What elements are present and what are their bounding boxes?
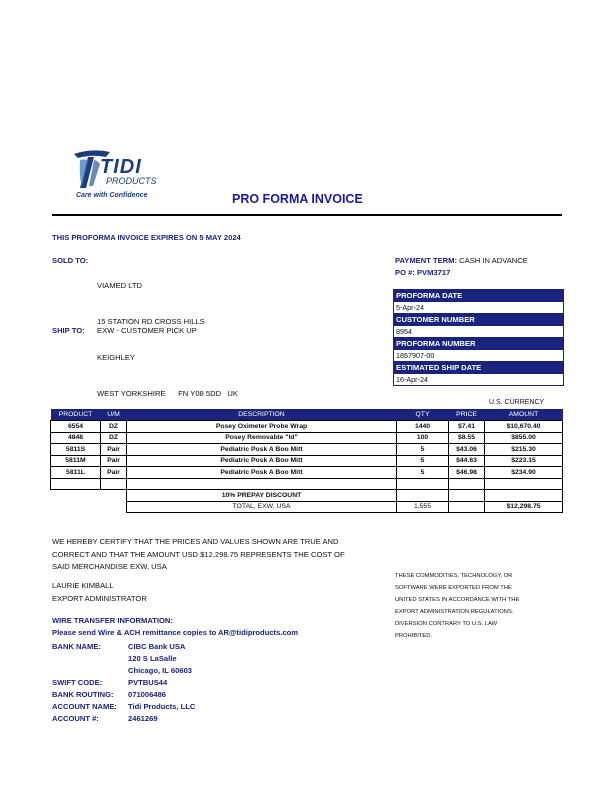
price-cell: $8.55 — [449, 432, 485, 444]
col-header: QTY — [397, 409, 449, 421]
proforma-number-value: 1857907-00 — [394, 349, 563, 362]
um-cell: DZ — [101, 432, 127, 444]
ship-date-label: ESTIMATED SHIP DATE — [394, 362, 563, 373]
qty-cell: 100 — [397, 432, 449, 444]
amount-cell: $223.15 — [485, 455, 563, 467]
product-cell: 4848 — [51, 432, 101, 444]
wire-labels — [52, 641, 132, 725]
export-notice — [395, 570, 519, 642]
table-row — [51, 432, 563, 444]
wire-heading: WIRE TRANSFER INFORMATION: — [52, 616, 173, 625]
currency-label: U.S. CURRENCY — [489, 399, 545, 406]
description-cell: Pediatric Posk A Boo Mitt — [127, 467, 397, 479]
discount-label: 10% PREPAY DISCOUNT — [127, 490, 397, 502]
qty-cell: 5 — [397, 467, 449, 479]
price-cell: $44.63 — [449, 455, 485, 467]
empty-cell — [449, 490, 485, 502]
table-header-row — [51, 409, 563, 421]
amount-cell: $234.90 — [485, 467, 563, 479]
export-notice-line: THESE COMMODITIES, TECHNOLOGY, OR — [395, 573, 513, 579]
table-row-empty — [51, 478, 563, 490]
col-header: U/M — [101, 409, 127, 421]
wire-values — [128, 641, 195, 725]
bank-street: 120 S LaSalle — [128, 654, 177, 663]
product-cell: 5811S — [51, 444, 101, 456]
proforma-date-label: PROFORMA DATE — [394, 290, 563, 301]
export-notice-line: SOFTWARE WERE EXPORTED FROM THE — [395, 585, 512, 591]
ship-date-value: 16-Apr-24 — [394, 373, 563, 385]
logo-brand: TIDI — [100, 156, 142, 178]
empty-cell — [485, 490, 563, 502]
empty-cell — [485, 478, 563, 490]
empty-cell — [51, 501, 101, 513]
account-name-label: ACCOUNT NAME: — [52, 702, 117, 711]
bank-city: Chicago, IL 60603 — [128, 666, 193, 675]
discount-row — [51, 490, 563, 502]
total-row — [51, 501, 563, 513]
price-cell: $7.41 — [449, 421, 485, 433]
empty-cell — [127, 478, 397, 490]
signer-name: LAURIE KIMBALL — [52, 581, 114, 590]
product-cell: 6554 — [51, 421, 101, 433]
export-notice-line: PROHIBITED. — [395, 633, 433, 639]
po-value: PVM3717 — [416, 268, 451, 277]
empty-cell — [51, 490, 101, 502]
export-notice-line: DIVERSION CONTRARY TO U.S. LAW — [395, 621, 498, 627]
qty-cell: 1440 — [397, 421, 449, 433]
description-cell: Pediatric Posk A Boo Mitt — [127, 455, 397, 467]
page-title: PRO FORMA INVOICE — [232, 192, 363, 206]
account-number: 2461269 — [128, 714, 158, 723]
um-cell: Pair — [101, 455, 127, 467]
amount-cell: $215.30 — [485, 444, 563, 456]
empty-cell — [449, 501, 485, 513]
account-name: Tidi Products, LLC — [128, 702, 196, 711]
product-cell: 5811M — [51, 455, 101, 467]
qty-cell: 5 — [397, 455, 449, 467]
customer-number-label: CUSTOMER NUMBER — [394, 314, 563, 325]
description-cell: Posey Oximeter Probe Wrap — [127, 421, 397, 433]
empty-cell — [397, 478, 449, 490]
description-cell: Pediatric Posk A Boo Mitt — [127, 444, 397, 456]
certification-line: CORRECT AND THAT THE AMOUNT USD $12,298.75 REPRESENTS THE COST OF — [52, 549, 345, 559]
swift-label: SWIFT CODE: — [52, 678, 103, 687]
empty-cell — [449, 478, 485, 490]
routing-label: BANK ROUTING: — [52, 690, 114, 699]
expiry-notice: THIS PROFORMA INVOICE EXPIRES ON 5 MAY 2024 — [52, 233, 241, 242]
payment-term-value: CASH IN ADVANCE — [459, 256, 528, 265]
table-row — [51, 467, 563, 479]
line-items-table — [50, 409, 563, 513]
price-cell: $43.06 — [449, 444, 485, 456]
ship-to-value: EXW - CUSTOMER PICK UP — [97, 326, 197, 335]
total-amount: $12,298.75 — [485, 501, 563, 513]
wire-instruction: Please send Wire & ACH remittance copies to AR@tidiproducts.com — [52, 628, 299, 637]
price-cell: $46.98 — [449, 467, 485, 479]
header-divider — [52, 214, 562, 216]
account-number-label: ACCOUNT #: — [52, 714, 99, 723]
empty-cell — [101, 478, 127, 490]
ship-to-label: SHIP TO: — [52, 326, 85, 335]
um-cell: Pair — [101, 444, 127, 456]
table-row — [51, 444, 563, 456]
bank-name-label: BANK NAME: — [52, 642, 101, 651]
bank-routing: 071006486 — [128, 690, 167, 699]
invoice-info-box — [393, 289, 564, 386]
total-qty: 1,555 — [397, 501, 449, 513]
sold-to-label: SOLD TO: — [52, 256, 89, 265]
empty-cell — [101, 501, 127, 513]
qty-cell: 5 — [397, 444, 449, 456]
col-header: PRODUCT — [51, 409, 101, 421]
product-cell: 5811L — [51, 467, 101, 479]
empty-cell — [51, 478, 101, 490]
sold-to-line: KEIGHLEY — [97, 353, 135, 362]
amount-cell: $10,670.40 — [485, 421, 563, 433]
customer-number-value: 8954 — [394, 325, 563, 338]
signer-title: EXPORT ADMINISTRATOR — [52, 593, 147, 603]
certification-line: SAID MERCHANDISE EXW, USA — [52, 562, 167, 571]
proforma-date-value: 5-Apr-24 — [394, 301, 563, 314]
col-header: DESCRIPTION — [127, 409, 397, 421]
signer-block — [52, 580, 147, 605]
table-row — [51, 455, 563, 467]
description-cell: Posey Removable "Id" — [127, 432, 397, 444]
amount-cell: $855.00 — [485, 432, 563, 444]
col-header: PRICE — [449, 409, 485, 421]
um-cell: DZ — [101, 421, 127, 433]
um-cell: Pair — [101, 467, 127, 479]
certification-line: WE HEREBY CERTIFY THAT THE PRICES AND VALUES SHOWN ARE TRUE AND — [52, 537, 339, 546]
payment-term-label: PAYMENT TERM: — [395, 256, 458, 265]
certification-text — [52, 536, 345, 574]
sold-to-line: VIAMED LTD — [97, 281, 143, 290]
empty-cell — [101, 490, 127, 502]
logo-tagline: Care with Confidence — [76, 192, 148, 199]
sold-to-line: WEST YORKSHIRE FN Y08 5DD UK — [97, 389, 238, 398]
bank-name: CIBC Bank USA — [128, 642, 186, 651]
company-logo — [70, 148, 170, 204]
proforma-number-label: PROFORMA NUMBER — [394, 338, 563, 349]
sold-to-line: 15 STATION RD CROSS HILLS — [97, 317, 205, 326]
po-label: PO #: — [395, 268, 415, 277]
total-label: TOTAL, EXW, USA — [127, 501, 397, 513]
swift-code: PVTBUS44 — [128, 678, 168, 687]
empty-cell — [397, 490, 449, 502]
export-notice-line: UNITED STATES IN ACCORDANCE WITH THE — [395, 597, 520, 603]
export-notice-line: EXPORT ADMINISTRATION REGULATIONS. — [395, 609, 514, 615]
po-number — [395, 268, 450, 277]
col-header: AMOUNT — [485, 409, 563, 421]
payment-term — [395, 256, 528, 265]
table-row — [51, 421, 563, 433]
logo-sub: PRODUCTS — [106, 176, 157, 186]
